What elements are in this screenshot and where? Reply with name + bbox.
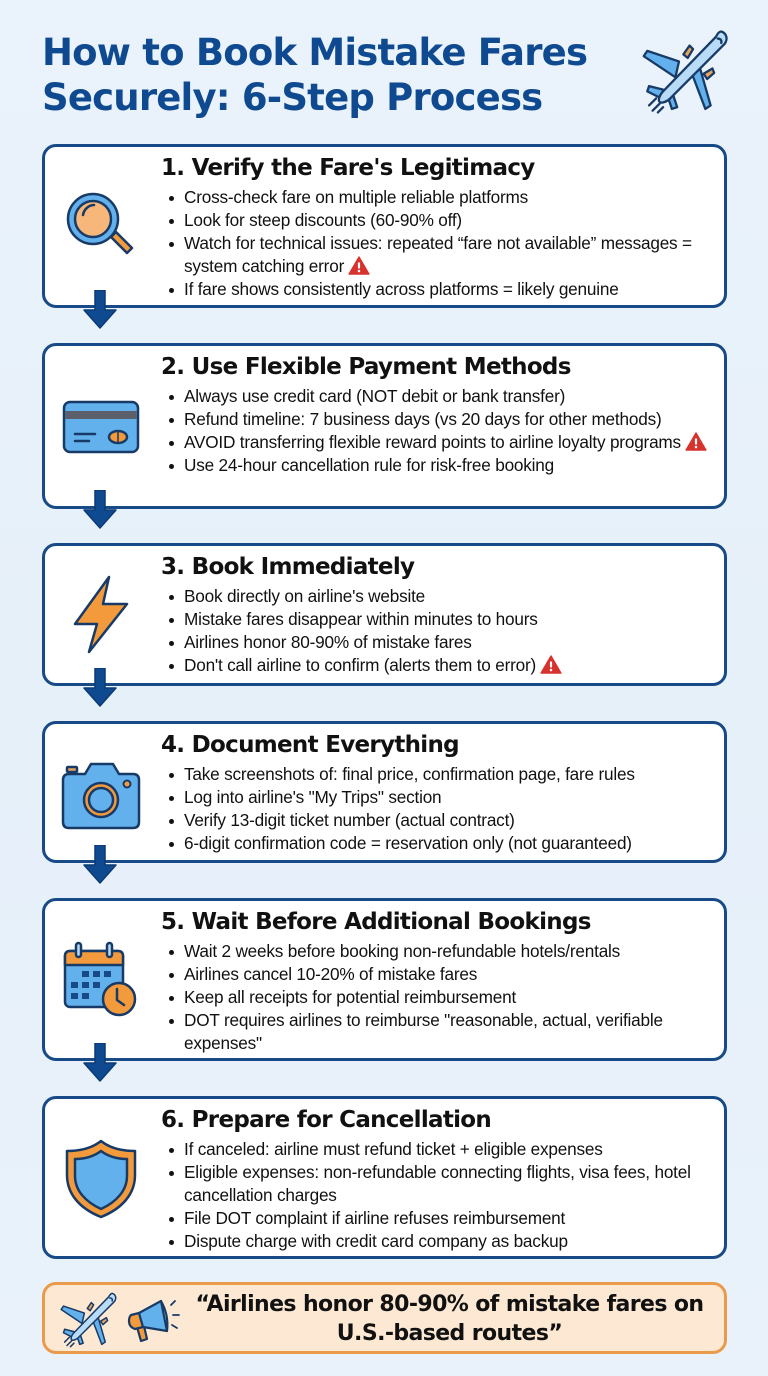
bullet-item: Take screenshots of: final price, confirmation page, fare rules	[168, 763, 720, 786]
bullet-item: Look for steep discounts (60-90% off)	[168, 209, 720, 232]
step-card-2	[42, 343, 727, 509]
shield-icon	[61, 1139, 141, 1219]
step-card-5	[42, 898, 727, 1061]
bullet-item: Log into airline's "My Trips" section	[168, 786, 720, 809]
step-bullets	[168, 763, 720, 855]
step-bullets	[168, 186, 720, 301]
megaphone-icon	[125, 1295, 185, 1347]
step-title: 4. Document Everything	[161, 732, 459, 758]
down-arrow-icon	[80, 845, 120, 885]
warning-icon	[540, 655, 562, 674]
magnifying-glass-icon	[61, 187, 141, 267]
airplane-icon	[640, 28, 732, 116]
bullet-item: Watch for technical issues: repeated “fare not available” messages = system catching error	[168, 232, 720, 278]
step-bullets	[168, 1138, 720, 1253]
step-title: 3. Book Immediately	[161, 554, 415, 580]
warning-icon	[685, 432, 707, 451]
down-arrow-icon	[80, 490, 120, 530]
bullet-item: 6-digit confirmation code = reservation only (not guaranteed)	[168, 832, 720, 855]
step-card-4	[42, 721, 727, 863]
bullet-item: Don't call airline to confirm (alerts them to error)	[168, 654, 720, 677]
step-title: 5. Wait Before Additional Bookings	[161, 909, 591, 935]
calendar-clock-icon	[61, 939, 141, 1019]
bullet-item: If fare shows consistently across platforms = likely genuine	[168, 278, 720, 301]
step-card-1	[42, 144, 727, 308]
bullet-item: Always use credit card (NOT debit or bank transfer)	[168, 385, 720, 408]
step-title: 6. Prepare for Cancellation	[161, 1107, 492, 1133]
down-arrow-icon	[80, 1043, 120, 1083]
airplane-icon	[59, 1291, 119, 1349]
step-title: 1. Verify the Fare's Legitimacy	[161, 155, 535, 181]
step-card-3	[42, 543, 727, 686]
step-bullets	[168, 585, 720, 677]
step-title: 2. Use Flexible Payment Methods	[161, 354, 571, 380]
warning-icon	[348, 256, 370, 275]
page-title: How to Book Mistake Fares Securely: 6-Step Process	[42, 31, 588, 119]
step-card-6	[42, 1096, 727, 1259]
lightning-bolt-icon	[61, 574, 141, 654]
bullet-item: DOT requires airlines to reimburse "reasonable, actual, verifiable expenses"	[168, 1009, 720, 1055]
bullet-item: File DOT complaint if airline refuses reimbursement	[168, 1207, 720, 1230]
step-bullets	[168, 940, 720, 1055]
bullet-item: If canceled: airline must refund ticket + eligible expenses	[168, 1138, 720, 1161]
bullet-item: Mistake fares disappear within minutes to hours	[168, 608, 720, 631]
bullet-item: AVOID transferring flexible reward points to airline loyalty programs	[168, 431, 720, 454]
bullet-item: Airlines cancel 10-20% of mistake fares	[168, 963, 720, 986]
callout-quote: “Airlines honor 80-90% of mistake fares on U.S.-based routes”	[195, 1292, 704, 1346]
bullet-item: Verify 13-digit ticket number (actual contract)	[168, 809, 720, 832]
bullet-item: Keep all receipts for potential reimbursement	[168, 986, 720, 1009]
down-arrow-icon	[80, 290, 120, 330]
bullet-item: Wait 2 weeks before booking non-refundable hotels/rentals	[168, 940, 720, 963]
bullet-item: Cross-check fare on multiple reliable platforms	[168, 186, 720, 209]
credit-card-icon	[61, 386, 141, 466]
camera-icon	[61, 756, 141, 836]
down-arrow-icon	[80, 668, 120, 708]
step-bullets	[168, 385, 720, 477]
bullet-item: Eligible expenses: non-refundable connecting flights, visa fees, hotel cancellation charges	[168, 1161, 720, 1207]
bullet-item: Refund timeline: 7 business days (vs 20 days for other methods)	[168, 408, 720, 431]
bullet-item: Airlines honor 80-90% of mistake fares	[168, 631, 720, 654]
bullet-item: Dispute charge with credit card company as backup	[168, 1230, 720, 1253]
bullet-item: Book directly on airline's website	[168, 585, 720, 608]
bullet-item: Use 24-hour cancellation rule for risk-free booking	[168, 454, 720, 477]
callout-banner	[42, 1282, 727, 1354]
